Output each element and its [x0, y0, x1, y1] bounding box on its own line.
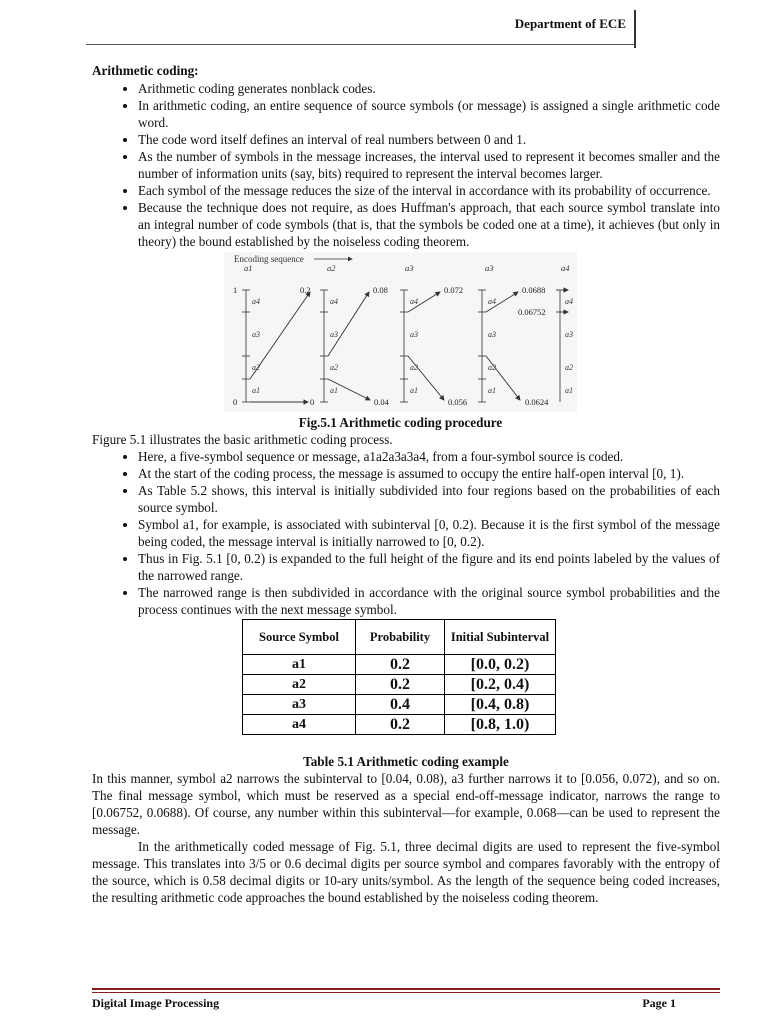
symbol-label: a1	[330, 386, 338, 395]
symbol-label: a4	[252, 297, 260, 306]
list-item: • The narrowed range is then subdivided in accordance with the original source symbol probabilities and the process continues with the next message symbol.	[138, 584, 720, 618]
cell-interval: [0.0, 0.2)	[445, 655, 556, 675]
list-item: • Thus in Fig. 5.1 [0, 0.2) is expanded to the full height of the figure and its end points labeled by the values of the narrowed range.	[138, 550, 720, 584]
table-header-row	[243, 620, 556, 655]
symbol-label: a4	[330, 297, 338, 306]
symbol-label: a4	[565, 297, 573, 306]
bottom-value: 0	[310, 397, 315, 407]
symbol-label: a4	[410, 297, 418, 306]
probability-table	[242, 619, 556, 735]
table-container	[242, 619, 720, 735]
footer-rule	[92, 988, 720, 990]
bottom-value: 0.0624	[525, 397, 549, 407]
bottom-value: 0	[233, 397, 238, 407]
cell-symbol: a2	[243, 675, 356, 695]
list-item: • Here, a five-symbol sequence or message, a1a2a3a3a4, from a four-symbol source is coded.	[138, 448, 720, 465]
top-value: 0.08	[373, 285, 388, 295]
table-row	[243, 655, 556, 675]
sequence-symbol: a3	[485, 263, 494, 273]
symbol-label: a2	[410, 363, 418, 372]
table-caption: Table 5.1 Arithmetic coding example	[303, 754, 509, 769]
symbol-label: a2	[488, 363, 496, 372]
figure-caption: Fig.5.1 Arithmetic coding procedure	[298, 415, 503, 430]
list-item: • As Table 5.2 shows, this interval is initially subdivided into four regions based on the probabilities of each source symbol.	[138, 482, 720, 516]
symbol-label: a2	[330, 363, 338, 372]
section-title: Arithmetic coding:	[92, 63, 199, 78]
cell-symbol: a1	[243, 655, 356, 675]
paragraph: In this manner, symbol a2 narrows the subinterval to [0.04, 0.08), a3 further narrows it to [0.056, 0.072), and so on. The final message symbol, which must be reserved as a special end-off-message indicator, narrows the range to [0.06752, 0.0688). Of course, any number within this subinterval—for example, 0.068—can be used to represent the message.	[92, 771, 720, 837]
figure-container	[224, 252, 577, 431]
list-item: • In arithmetic coding, an entire sequence of source symbols (or message) is assigned a single arithmetic code word.	[138, 97, 720, 131]
list-item: • At the start of the coding process, the message is assumed to occupy the entire half-open interval [0, 1).	[138, 465, 720, 482]
cell-probability: 0.2	[356, 655, 445, 675]
sequence-symbol: a1	[244, 263, 253, 273]
cell-interval: [0.2, 0.4)	[445, 675, 556, 695]
intro-text: Figure 5.1 illustrates the basic arithmetic coding process.	[92, 432, 393, 447]
list-item: • Symbol a1, for example, is associated with subinterval [0, 0.2). Because it is the first symbol of the message being coded, the message interval is initially narrowed to [0, 0.2).	[138, 516, 720, 550]
symbol-label: a1	[252, 386, 260, 395]
top-value: 0.2	[300, 285, 311, 295]
symbol-label: a3	[565, 330, 573, 339]
cell-symbol: a3	[243, 695, 356, 715]
top-value: 0.0688	[522, 285, 546, 295]
header-probability: Probability	[356, 620, 445, 655]
cell-probability: 0.4	[356, 695, 445, 715]
sequence-symbol: a2	[327, 263, 336, 273]
footer-course: Digital Image Processing	[92, 996, 220, 1010]
header-department: Department of ECE	[514, 16, 626, 31]
list-item: • As the number of symbols in the message increases, the interval used to represent it becomes smaller and the number of information units (say, bits) required to represent the interval becomes larger.	[138, 148, 720, 182]
paragraph: In the arithmetically coded message of Fig. 5.1, three decimal digits are used to represent the five-symbol message. This translates into 3/5 or 0.6 decimal digits per source symbol and compares favorably with the entropy of the source, which is 0.58 decimal digits or 10-ary units/symbol. As the length of the sequence being coded increases, the resulting arithmetic code approaches the bound established by the noiseless coding theorem.	[92, 839, 720, 905]
header-source-symbol: Source Symbol	[243, 620, 356, 655]
cell-probability: 0.2	[356, 675, 445, 695]
symbol-label: a3	[488, 330, 496, 339]
symbol-label: a4	[488, 297, 496, 306]
table-row	[243, 675, 556, 695]
bullet-list-1	[92, 80, 720, 250]
bottom-value: 0.056	[448, 397, 468, 407]
arithmetic-coding-figure	[224, 252, 577, 412]
symbol-label: a3	[252, 330, 260, 339]
header-initial-subinterval: Initial Subinterval	[445, 620, 556, 655]
list-item: • The code word itself defines an interval of real numbers between 0 and 1.	[138, 131, 720, 148]
cell-interval: [0.4, 0.8)	[445, 695, 556, 715]
symbol-label: a1	[565, 386, 573, 395]
header-divider	[634, 10, 636, 48]
symbol-label: a3	[410, 330, 418, 339]
sequence-symbol: a3	[405, 263, 414, 273]
cell-interval: [0.8, 1.0)	[445, 715, 556, 735]
symbol-label: a3	[330, 330, 338, 339]
list-item: • Arithmetic coding generates nonblack codes.	[138, 80, 720, 97]
symbol-label: a1	[410, 386, 418, 395]
bullet-list-2	[92, 448, 720, 618]
symbol-label: a2	[252, 363, 260, 372]
cell-probability: 0.2	[356, 715, 445, 735]
footer-rule	[92, 992, 720, 993]
symbol-label: a2	[565, 363, 573, 372]
table-row	[243, 715, 556, 735]
list-item: • Each symbol of the message reduces the size of the interval in accordance with its probability of occurrence.	[138, 182, 720, 199]
header-rule	[86, 44, 636, 45]
table-row	[243, 695, 556, 715]
page-content	[92, 62, 720, 906]
encoding-sequence-label: Encoding sequence	[234, 254, 304, 264]
extra-value: 0.06752	[518, 307, 546, 317]
cell-symbol: a4	[243, 715, 356, 735]
top-value: 1	[233, 285, 238, 295]
top-value: 0.072	[444, 285, 464, 295]
sequence-symbol: a4	[561, 263, 570, 273]
footer-page-number: Page 1	[642, 996, 676, 1010]
list-item: • Because the technique does not require, as does Huffman's approach, that each source symbol translate into an integral number of code symbols (that is, that the symbols be coded one at a time), it achieves (but only in theory) the bound established by the noiseless coding theorem.	[138, 199, 720, 250]
symbol-label: a1	[488, 386, 496, 395]
bottom-value: 0.04	[374, 397, 389, 407]
